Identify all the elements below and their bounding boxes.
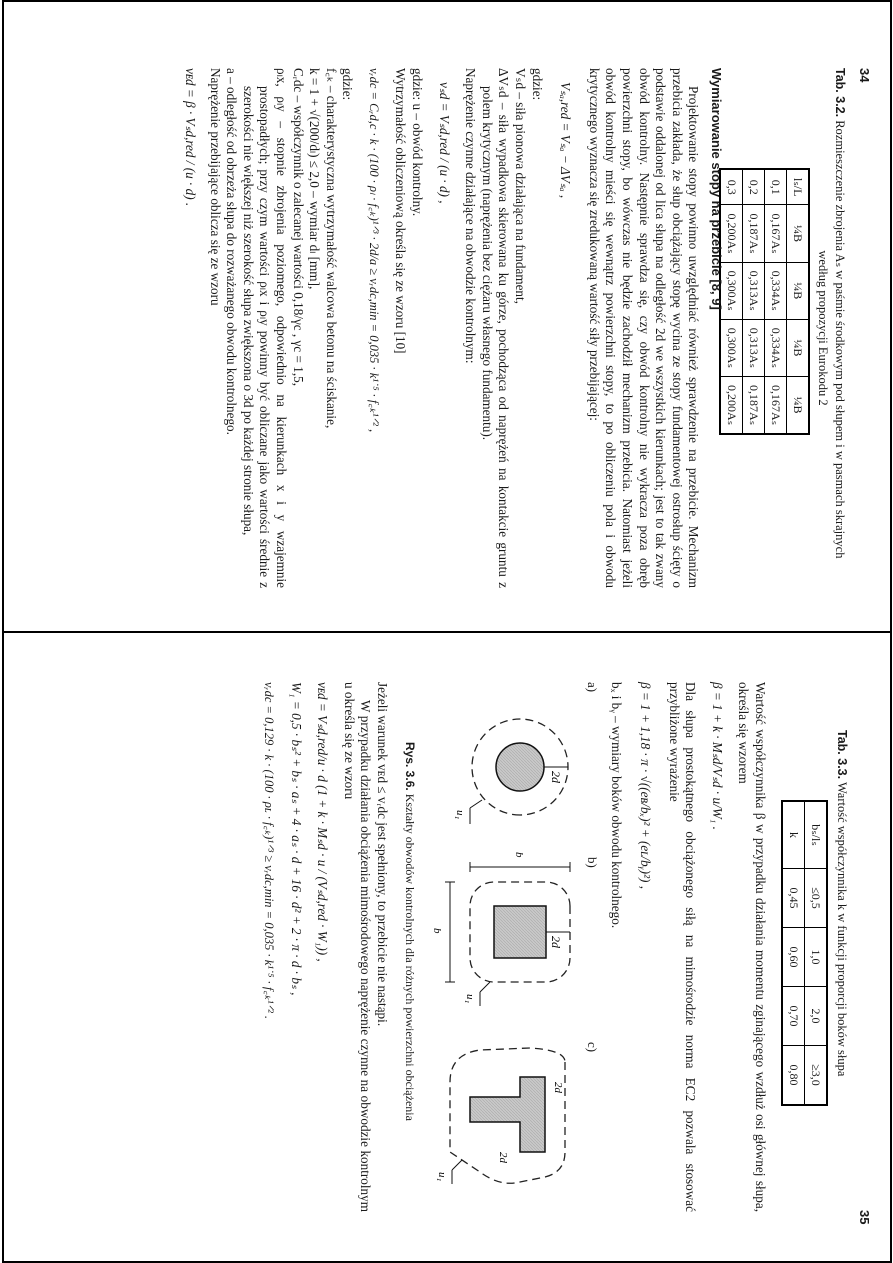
figure-caption-label: Rys. 3.6. [403, 742, 417, 791]
k-coefficient-table [781, 800, 828, 1106]
table-caption-label: Tab. 3.2. [833, 68, 847, 118]
table-header-cell: bₛ/lₛ [805, 801, 828, 869]
page-35-body-top [608, 682, 768, 1212]
gdzie-label: gdzie: [529, 68, 545, 101]
section-heading: Wymiarowanie stopy na przebicie [8, 9] [709, 68, 724, 310]
table-row [805, 801, 828, 1105]
table-cell: 0,70 [782, 987, 805, 1046]
table-caption-text: Rozmieszczenie zbrojenia Aₛ w paśmie środkowym pod słupem i w pasmach skrajnych [833, 120, 847, 559]
definition: Cᵣdc – współczynnik o zalecanej wartości 0,18/γc , γc = 1,5, [290, 68, 306, 387]
table-cell: 0,2 [743, 169, 765, 205]
table-caption [815, 68, 848, 588]
table-row [765, 169, 787, 434]
equation-vrdc: vᵣdc = Cᵣd,c · k · (100 · ρₗ · f꜀ₖ)¹ᐟ³ · 2d/a ≥ vᵣdc,min = 0,035 · k¹˙⁵ · f꜀ₖ¹ᐟ² , [366, 68, 381, 433]
paragraph: Dla słupa prostokątnego obciążonego siłą na mimośrodzie norma EC2 pozwala stosować przybliżone wyrażenie [666, 682, 699, 1212]
paragraph: bₓ i bᵧ – wymiary boków obwodu kontrolnego. [609, 682, 625, 929]
svg-text:b: b [431, 928, 443, 934]
svg-text:2d: 2d [497, 1152, 509, 1163]
table-cell: 0,45 [782, 869, 805, 928]
gdzie-label: gdzie: [340, 68, 356, 101]
figure-label-c: c) [585, 1042, 600, 1053]
table-cell: 0,167Aₛ [765, 376, 787, 434]
table-header-cell: ¼B [787, 262, 810, 319]
table-cell: 0,1 [765, 169, 787, 205]
table-cell: 0,200Aₛ [720, 205, 743, 262]
page-35-body-bottom [260, 682, 390, 1212]
table-row [782, 801, 805, 1105]
paragraph: Naprężenie czynne działające na obwodzie kontrolnym: [463, 68, 479, 364]
reinforcement-table [719, 168, 810, 435]
page-number: 35 [857, 1210, 872, 1225]
figure-caption-text: Kształty obwodów kontrolnych dla różnych powierzchni obciążenia [403, 793, 417, 1121]
table-caption-text: Wartość współczynnika k w funkcji proporcji boków słupa [835, 782, 849, 1077]
table-cell: 1,0 [805, 928, 828, 987]
table-cell: ≥3,0 [805, 1046, 828, 1106]
table-cell: 0,334Aₛ [765, 262, 787, 319]
equation-vrdc-simplified: vᵣdc = 0,129 · k · (100 · ρʟ · f꜀ₖ)¹ᐟ³ ≥ vᵣdc,min = 0,035 · k¹˙⁵ · f꜀ₖ¹ᐟ² . [262, 682, 277, 1020]
table-header-row [787, 169, 810, 434]
svg-text:2d: 2d [549, 771, 563, 783]
paragraph: Jeżeli warunek vᴇd ≤ vᵣdc jest spełniony, to przebicie nie nastąpi. [375, 682, 390, 1027]
page-34 [72, 8, 872, 623]
table-header-cell: ¼B [787, 205, 810, 262]
table-cell: 0,60 [782, 928, 805, 987]
figure-control-perimeters [400, 682, 600, 1212]
svg-text:u₁: u₁ [464, 994, 476, 1004]
figure-label-b: b) [585, 857, 600, 868]
page-34-body [181, 68, 724, 588]
page-number: 34 [857, 68, 872, 83]
paragraph: Projektowanie stopy powinno uwzględniać również sprawdzenie na przebicie. Mechanizm przebicia zakłada, że słup obciążający stopę wycina ze stopy fundamentowej ostrosłup ścięty o podstawie oddalonej od lica słupa na odległość 2d we wszystkich kierunkach; jest to tak zwany obwód kontrolny. Następnie sprawdza się, czy obwód kontrolny nie wykracza poza obręb powierzchni stopy, bo wówczas nie będzie zachodził mechanizm przebicia. Natomiast jeżeli obwód kontrolny mieści się wewnątrz powierzchni stopy, to po obliczeniu pola i obwodu krytycznego wyznacza się zredukowaną wartość siły przebijającej: [586, 68, 702, 588]
table-cell: 0,313Aₛ [743, 262, 765, 319]
table-cell: 0,3 [720, 169, 743, 205]
perimeter-diagram-icon [420, 682, 590, 1212]
table-cell: 0,334Aₛ [765, 319, 787, 376]
page-35 [72, 640, 872, 1255]
definition: ΔVₛd – siła wypadkowa skierowana ku górze, pochodząca od naprężeń na kontakcie gruntu z polem krytycznym (naprężenia bez ciężaru własnego fundamentu). [479, 68, 512, 588]
paragraph: Naprężenie przebijające oblicza się ze wzoru [207, 68, 223, 306]
table-cell: 2,0 [805, 987, 828, 1046]
table-header-cell: ¼B [787, 319, 810, 376]
table-caption-label: Tab. 3.3. [835, 730, 849, 780]
equation-vsd-red: Vₛₐ,red = Vₛₐ − ΔVₛₐ , [558, 82, 574, 199]
definition: a – odległość od obrzeża słupa do rozważanego obwodu kontrolnego. [224, 68, 240, 435]
definition: Vₛd – siła pionowa działająca na fundament, [513, 68, 529, 304]
svg-text:2d: 2d [549, 936, 563, 948]
table-cell: 0,187Aₛ [743, 205, 765, 262]
table-cell: 0,313Aₛ [743, 319, 765, 376]
table-header-cell: lₛ/L [787, 169, 810, 205]
definition: ρₗx, ρₗy – stopnie zbrojenia poziomego, odpowiednio na kierunkach x i y wzajemnie prostopadłych; przy czym wartości ρₗx i ρₗy powinny być obliczane jako wartości średnie z szerokości nie większej niż szerokość słupa zwiększona o 3d po każdej stronie słupa, [240, 68, 289, 588]
table-cell: 0,300Aₛ [720, 319, 743, 376]
table-caption-text-line2: według propozycji Eurokodu 2 [816, 250, 831, 406]
figure-caption [401, 742, 418, 1212]
table-cell: 0,300Aₛ [720, 262, 743, 319]
definition: f꜀ₖ – charakterystyczna wytrzymałość walcowa betonu na ściskanie, [323, 68, 339, 429]
paragraph: Wytrzymałość obliczeniową określa się ze wzoru [10] [393, 68, 409, 354]
svg-text:u₁: u₁ [454, 810, 466, 820]
table-header-cell: ¼B [787, 376, 810, 434]
equation-ved: vᴇd = β · Vₛd,red / (u · d) . [182, 68, 198, 207]
svg-text:u₁: u₁ [436, 1172, 448, 1182]
table-cell: 0,200Aₛ [720, 376, 743, 434]
table-cell: 0,187Aₛ [743, 376, 765, 434]
equation-beta-approx: β = 1 + 1,18 · π · √((eʙ/bₓ)² + (eʟ/bᵧ)²) , [638, 682, 654, 890]
figure-label-a: a) [585, 682, 600, 693]
svg-text:2d: 2d [552, 1082, 564, 1093]
table-cell: 0,167Aₛ [765, 205, 787, 262]
svg-text:b: b [513, 852, 525, 858]
paragraph: gdzie: u – obwód kontrolny. [410, 68, 426, 217]
table-header-cell: k [782, 801, 805, 869]
paragraph: Wartość współczynnika β w przypadku działania momentu zginającego wzdłuż osi głównej słupa, określa się wzorem [736, 682, 768, 1212]
table-cell: ≤0,5 [805, 869, 828, 928]
equation-beta: β = 1 + k · Mₛd/Vₛd · u/W₁ . [709, 682, 725, 830]
equation-vsd: vₛd = Vₛd,red / (u · d) , [436, 82, 452, 204]
table-caption [833, 730, 850, 1230]
table-row [743, 169, 765, 434]
equation-ved-eccentric: vᴇd = Vₛd,red/u · d (1 + k · Mₛd · u / (Vₛd,red · W₁)) , [315, 682, 331, 962]
paragraph: W przypadku działania obciążenia mimośrodowego naprężenie czynne na obwodzie kontrolnym u określa się ze wzoru [341, 682, 374, 1212]
definition: k = 1 + √(200/dₗ) ≤ 2,0 – wymiar dₗ [mm], [307, 68, 323, 290]
table-cell: 0,80 [782, 1046, 805, 1106]
equation-w1: W₁ = 0,5 · bₛ² + bₛ · aₛ + 4 · aₛ · d + 16 · d² + 2 · π · d · bₛ , [288, 682, 304, 996]
